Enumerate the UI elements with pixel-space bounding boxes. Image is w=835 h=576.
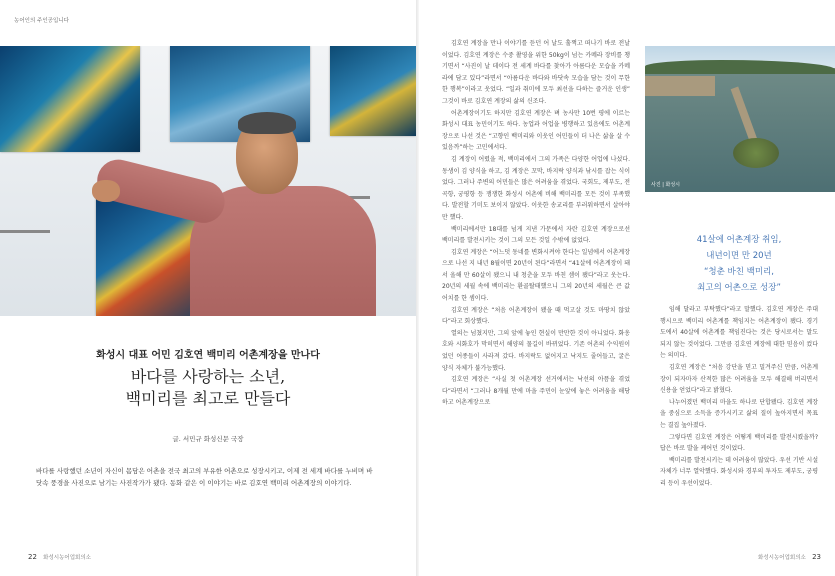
- title-line: 바다를 사랑하는 소년,: [130, 367, 286, 386]
- body-paragraph: 김호연 계장은 “어느덧 동네를 변화시켜야 한다는 일념에서 어촌계장으로 나선 지 내년 8월이면 20년이 된다”라면서 “41살에 어촌계장이 돼서 올해 만 60살이 됐으니 내 청춘을 모두 바친 셈이 됐다”라고 웃는다. 20년의 세월 속에 백미리는 환골탈태했으니 그의 20년의 세월은 큰 값어치를 한 셈이다.: [442, 248, 630, 303]
- article-title: [0, 366, 416, 410]
- page-number: 22: [28, 553, 37, 561]
- body-paragraph: 백미리를 발전시키는 데 어려움이 많았다. 우선 기반 시설 자체가 너무 열악했다. 화성시와 경부의 투자도 제부도, 궁평리 등이 우선이었다.: [660, 456, 818, 487]
- page-footer: [28, 553, 95, 561]
- body-column: [660, 304, 818, 504]
- body-paragraph: 그렇다면 김호연 계장은 어떻게 백미리를 발전시켰을까? 답은 바로 발을 케어던 것이었다.: [660, 433, 818, 453]
- body-paragraph: 백미리에서만 18대를 넘게 지낸 가문에서 자란 김호연 계장으로선 백미리를 발전시키는 것이 그의 모든 것일 수밖에 없었다.: [442, 225, 630, 245]
- lead-paragraph: 바다를 사랑했던 소년이 자신이 몸담은 어촌을 전국 최고의 부유한 어촌으로 성장시키고, 이제 전 세계 바다를 누비며 바닷속 풍경을 사진으로 남기는 사진작가가 됐다. 동화 같은 이 이야기는 바로 김호연 백미리 어촌계장의 이야기다.: [36, 467, 373, 487]
- title-line: 백미리를 최고로 만들다: [125, 389, 291, 408]
- publication-name: 화성시농어업회의소: [43, 555, 91, 561]
- aerial-photo: [645, 46, 835, 192]
- wall-rod: [0, 230, 50, 233]
- page-number: 23: [812, 553, 821, 561]
- pull-quote-line: 내년이면 만 20년: [706, 251, 772, 261]
- underwater-artwork: [0, 46, 140, 152]
- article-kicker: 화성시 대표 어민 김호연 백미리 어촌계장을 만나다: [96, 350, 320, 361]
- body-paragraph: 김호연 계장은 “사실 첫 어촌계장 선거에서는 낙선의 아픔을 겪었다”라면서 “그러나 8개월 만에 마을 주민이 눈앞에 놓은 어려움을 해당하고 어촌계장으로: [442, 376, 630, 407]
- pull-quote-line: 41살에 어촌계장 취임,: [696, 235, 782, 245]
- body-paragraph: 나누어졌던 백미리 마을도 하나로 단합됐다. 김호연 계장을 중심으로 소득을 증가시키고 삶의 질이 높아지면서 목표는 결집 높아졌다.: [660, 398, 818, 429]
- left-page: [0, 0, 416, 576]
- right-page: [419, 0, 835, 576]
- mudflat: [645, 76, 715, 96]
- man-hair: [238, 112, 296, 134]
- page-footer: [754, 553, 821, 561]
- underwater-artwork: [330, 46, 416, 136]
- publication-name: 화성시농어업회의소: [758, 555, 806, 561]
- body-paragraph: 김호연 계장은 “처음 강단을 믿고 밀겨주신 만큼, 어촌계장이 되자마자 산적한 많은 어려움을 모두 해결해 버리면서 신용을 얻었다”라고 밝혔다.: [660, 363, 818, 395]
- body-paragraph: 임해 달라고 부탁했다”라고 말했다. 김호연 계장은 주대 행시으로 백미리 어촌계를 책임지는 어촌계장이 됐다. 경기도에서 40살에 어촌계를 책임진다는 것은 당시로서는 말도 되지 않는 것이었다. 그만큼 김호연 계장에 대한 믿음이 컸다는 의미다.: [660, 306, 818, 360]
- body-paragraph: 김호연 계장은 “처음 어촌계장이 됐을 때 먹고살 것도 마땅치 않았다”라고 회상했다.: [442, 306, 630, 326]
- byline: 글. 서민규 화성신문 국장: [172, 435, 244, 443]
- pull-quote-line: 최고의 어촌으로 성장”: [697, 283, 781, 293]
- pull-quote-line: “청춘 바친 백미리,: [704, 267, 774, 277]
- photo-credit: 사진 | 화성시: [651, 182, 681, 188]
- body-paragraph: 김호연 계장을 만나 이야기를 듣던 어 날도 훌쩍고 떠나기 바로 전날이었다. 김호연 계장은 수중 촬영을 위한 50kg이 넘는 카메라 장비를 챙기면서 “사진이 날 데이다 전 세계 바다를 찾아가 아름다운 모습을 카메라에 담고 있다”라면서 “아름다운 바다와 바닷속 모습을 담는 것이 무한한 행복”이라고 웃었다. “일과 취미에 모두 최선을 다하는 즐거운 인생” 그것이 바로 김호연 계장의 삶의 신조다.: [442, 40, 630, 105]
- island: [733, 138, 779, 168]
- body-paragraph: 김 계장이 어렸을 적, 백미리에서 그의 가족은 다양한 어업에 나섰다. 동생이 김 양식을 하고, 김 계장은 꼬막, 바지락 양식과 낚시를 잡는 식이었다. 그러나 주변의 어민들은 많은 어려움을 겪었다. 국회도, 제부도, 전곡항, 궁평항 등 쟁쟁한 화성시 어촌에 비해 백미리를 모든 것이 부족했다. 발전할 기미도 보이지 않았다. 이웃한 송교리를 부러워하면서 살아야만 했다.: [442, 155, 630, 221]
- body-paragraph: 어촌계장이기도 하지만 김호연 계장은 벼 농사만 10번 평에 이르는 화성시 대표 농민이기도 하다. 농업과 어업을 병행하고 있음에도 어촌계장으로 나선 것은 “고향인 백미리와 이웃인 어민들이 더 나은 삶을 살 수 있음까”하는 고민에서다.: [442, 109, 630, 152]
- feature-photo: [0, 46, 416, 316]
- body-column: [442, 38, 630, 558]
- running-header: 농어인의 주인공입니다: [14, 18, 69, 24]
- man-hand: [92, 180, 120, 202]
- body-paragraph: 열의는 넘쳤지만, 그의 앞에 놓인 현실이 만만한 것이 아니었다. 화옹호와 시화호가 막히면서 해양의 물길이 바뀌었다. 기존 어촌의 수익원이었던 어종들이 사라져 갔다. 바지락도 없어지고 낙지도 줄어들고, 굴은 양식 자체가 불가능했다.: [442, 329, 630, 372]
- pull-quote: [659, 232, 819, 296]
